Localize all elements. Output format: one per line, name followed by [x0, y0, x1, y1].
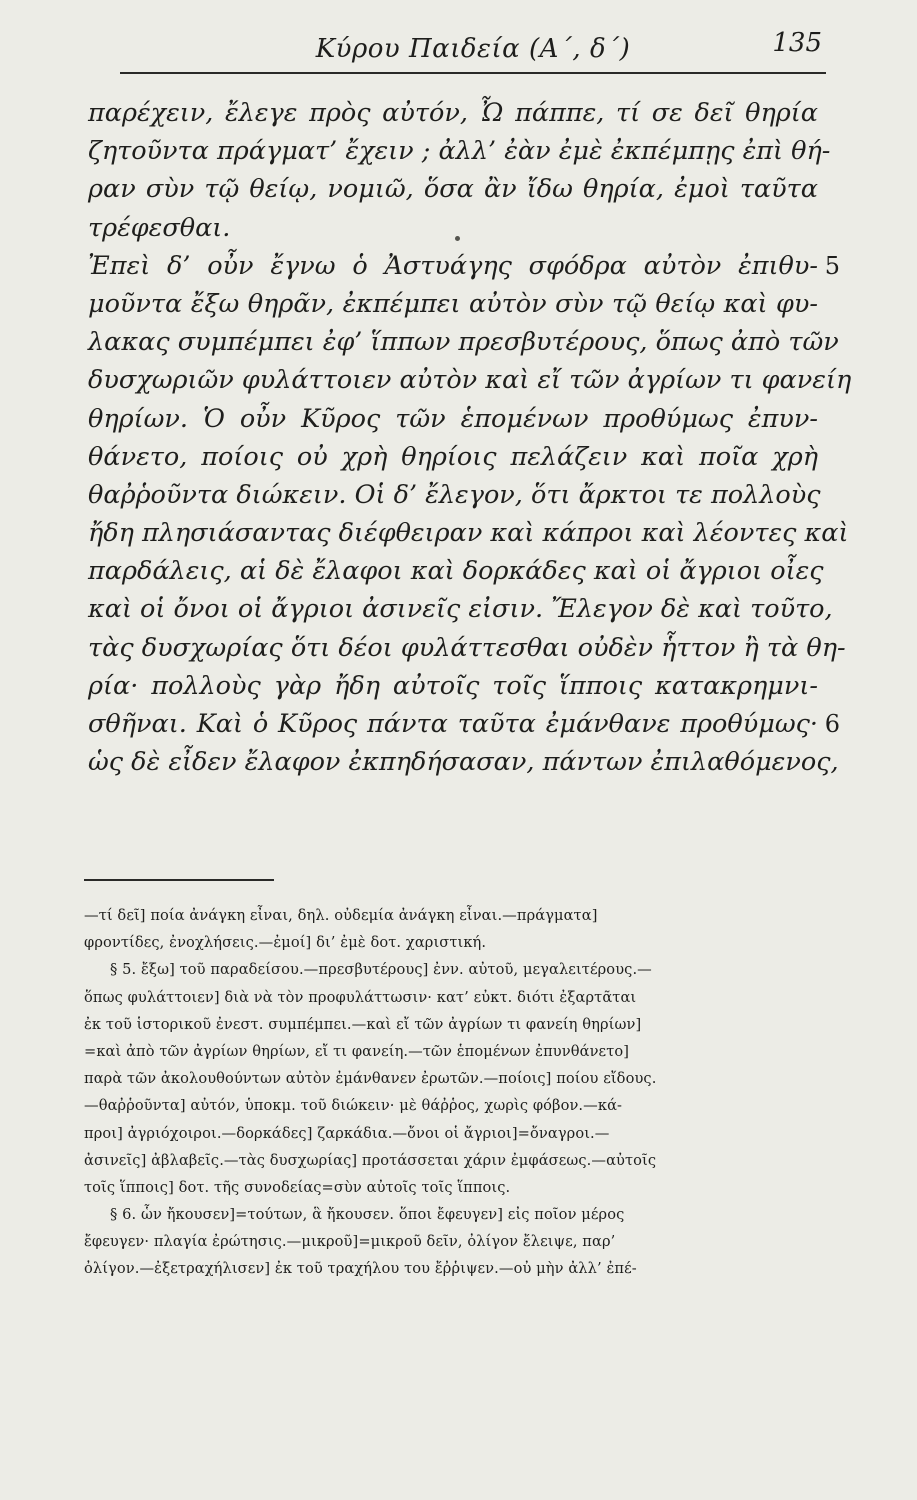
- main-text-line-content: παρέχειν, ἔλεγε πρὸς αὐτόν, Ὦ πάππε, τί σε δεῖ θηρία: [88, 98, 818, 128]
- footnote-line: —τί δεῖ] ποία ἀνάγκη εἶναι, δηλ. οὐδεμία ἀνάγκη εἶναι.—πράγματα]: [84, 907, 598, 924]
- running-title: Κύρου Παιδεία (Α΄, δ΄): [315, 34, 631, 64]
- main-text-line-content: τρέφεσθαι.: [88, 212, 231, 243]
- main-text-line: [88, 400, 818, 438]
- main-text-line-content: Ἐπεὶ δ’ οὖν ἔγνω ὁ Ἀστυάγης σφόδρα αὐτὸν ἐπιθυ-: [88, 250, 818, 281]
- main-text-line: [88, 323, 839, 361]
- footnote-line: φροντίδες, ἐνοχλήσεις.—ἐμοί] δι’ ἐμὲ δοτ. χαριστική.: [84, 934, 487, 952]
- footnote-line: τοῖς ἵπποις] δοτ. τῆς συνοδείας=σὺν αὐτοῖς τοῖς ἵπποις.: [84, 1178, 511, 1196]
- main-text-line-content: ὡς δὲ εἶδεν ἔλαφον ἐκπηδήσασαν, πάντων ἐπιλαθόμενος,: [88, 747, 839, 778]
- footnote-line: =καὶ ἀπὸ τῶν ἀγρίων θηρίων, εἴ τι φανείη.—τῶν ἑπομένων ἐπυνθάνετο]: [84, 1042, 630, 1060]
- main-text-line: [88, 667, 818, 705]
- main-text-line-content: τὰς δυσχωρίας ὅτι δέοι φυλάττεσθαι οὐδὲν ἧττον ἢ τὰ θη-: [88, 632, 846, 663]
- footnote-rule: [84, 879, 274, 881]
- footnote-line: προι] ἀγριόχοιροι.—δορκάδες] ζαρκάδια.—ὄνοι οἱ ἄγριοι]=ὄναγροι.—: [84, 1124, 610, 1142]
- main-text-body: [88, 94, 852, 781]
- main-text-line: [88, 514, 849, 552]
- main-text-line: [88, 705, 840, 743]
- main-text-line: [88, 476, 821, 514]
- main-text-line-content: σθῆναι. Καὶ ὁ Κῦρος πάντα ταῦτα ἐμάνθανε προθύμως·: [88, 709, 818, 739]
- main-text-line-content: παρδάλεις, αἱ δὲ ἔλαφοι καὶ δορκάδες καὶ οἱ ἄγριοι οἶες: [88, 556, 824, 587]
- main-text-line: [88, 590, 833, 628]
- main-text-line-content: καὶ οἱ ὄνοι οἱ ἄγριοι ἀσινεῖς εἰσιν. Ἔλεγον δὲ καὶ τοῦτο,: [88, 594, 833, 625]
- main-text-line: [88, 209, 818, 247]
- footnote-line: παρὰ τῶν ἀκολουθούντων αὐτὸν ἐμάνθανεν ἐρωτῶν.—ποίοις] ποίου εἴδους.: [84, 1070, 657, 1088]
- main-text-line: [88, 552, 824, 590]
- main-text-line: [88, 285, 818, 323]
- main-text-line-content: θάνετο, ποίοις οὐ χρὴ θηρίοις πελάζειν καὶ ποῖα χρὴ: [88, 441, 818, 472]
- main-text-line-content: δυσχωριῶν φυλάττοιεν αὐτὸν καὶ εἴ τῶν ἀγρίων τι φανείη: [88, 365, 852, 396]
- main-text-line-content: θηρίων. Ὁ οὖν Κῦρος τῶν ἑπομένων προθύμως ἐπυν-: [88, 403, 818, 434]
- main-text-line-content: ραν σὺν τῷ θείῳ, νομιῶ, ὅσα ἂν ἴδω θηρία, ἐμοὶ ταῦτα: [88, 174, 818, 205]
- main-text-line: [88, 743, 839, 781]
- main-text-line: [88, 629, 846, 667]
- footnotes-block: [84, 902, 836, 1283]
- main-text-line: [88, 247, 840, 285]
- main-text-line: [88, 132, 831, 170]
- page-number: 135: [772, 28, 822, 58]
- main-text-line-content: ρία· πολλοὺς γὰρ ἤδη αὐτοῖς τοῖς ἵπποις κατακρημνι-: [88, 670, 818, 701]
- section-number: 6: [824, 710, 840, 738]
- ink-speck: [455, 236, 460, 241]
- main-text-line-content: μοῦντα ἔξω θηρᾶν, ἐκπέμπει αὐτὸν σὺν τῷ θείῳ καὶ φυ-: [88, 288, 818, 319]
- page-header: [120, 28, 826, 68]
- main-text-line: [88, 94, 818, 132]
- main-text-line: [88, 361, 852, 399]
- main-text-line-content: ἤδη πλησιάσαντας διέφθειραν καὶ κάπροι καὶ λέοντες καὶ: [88, 518, 849, 549]
- section-number: 5: [824, 251, 840, 280]
- footnote-line: § 5. ἔξω] τοῦ παραδείσου.—πρεσβυτέρους] ἐνν. αὐτοῦ, μεγαλειτέρους.—: [110, 961, 652, 979]
- footnote-line: ὀλίγον.—ἐξετραχήλισεν] ἐκ τοῦ τραχήλου του ἔῤῥιψεν.—οὐ μὴν ἀλλ’ ἐπέ-: [84, 1260, 637, 1278]
- header-rule: [120, 72, 826, 74]
- footnote-line: ἀσινεῖς] ἀβλαβεῖς.—τὰς δυσχωρίας] προτάσσεται χάριν ἐμφάσεως.—αὐτοῖς: [84, 1151, 657, 1169]
- main-text-line: [88, 170, 818, 208]
- main-text-line: [88, 438, 818, 476]
- footnote-line: —θαῤῥοῦντα] αὐτόν, ὑποκμ. τοῦ διώκειν· μὲ θάῤῥος, χωρὶς φόβον.—κά-: [84, 1097, 623, 1115]
- main-text-line-content: θαῤῥοῦντα διώκειν. Οἱ δ’ ἔλεγον, ὅτι ἄρκτοι τε πολλοὺς: [88, 479, 821, 510]
- footnote-line: ἔφευγεν· πλαγία ἐρώτησις.—μικροῦ]=μικροῦ δεῖν, ὀλίγον ἔλειψε, παρ’: [84, 1233, 616, 1251]
- main-text-line-content: λακας συμπέμπει ἐφ’ ἵππων πρεσβυτέρους, ὅπως ἀπὸ τῶν: [88, 327, 839, 358]
- footnote-line: ὅπως φυλάττοιεν] διὰ νὰ τὸν προφυλάττωσιν· κατ’ εὐκτ. διότι ἐξαρτᾶται: [84, 988, 637, 1006]
- footnote-line: ἐκ τοῦ ἱστορικοῦ ἐνεστ. συμπέμπει.—καὶ εἴ τῶν ἀγρίων τι φανείη θηρίων]: [84, 1015, 642, 1033]
- main-text-line-content: ζητοῦντα πράγματ’ ἔχειν ; ἀλλ’ ἐὰν ἐμὲ ἐκπέμπῃς ἐπὶ θή-: [88, 136, 831, 167]
- footnote-line: § 6. ὧν ἤκουσεν]=τούτων, ἃ ἤκουσεν. ὅποι ἔφευγεν] εἰς ποῖον μέρος: [110, 1206, 625, 1224]
